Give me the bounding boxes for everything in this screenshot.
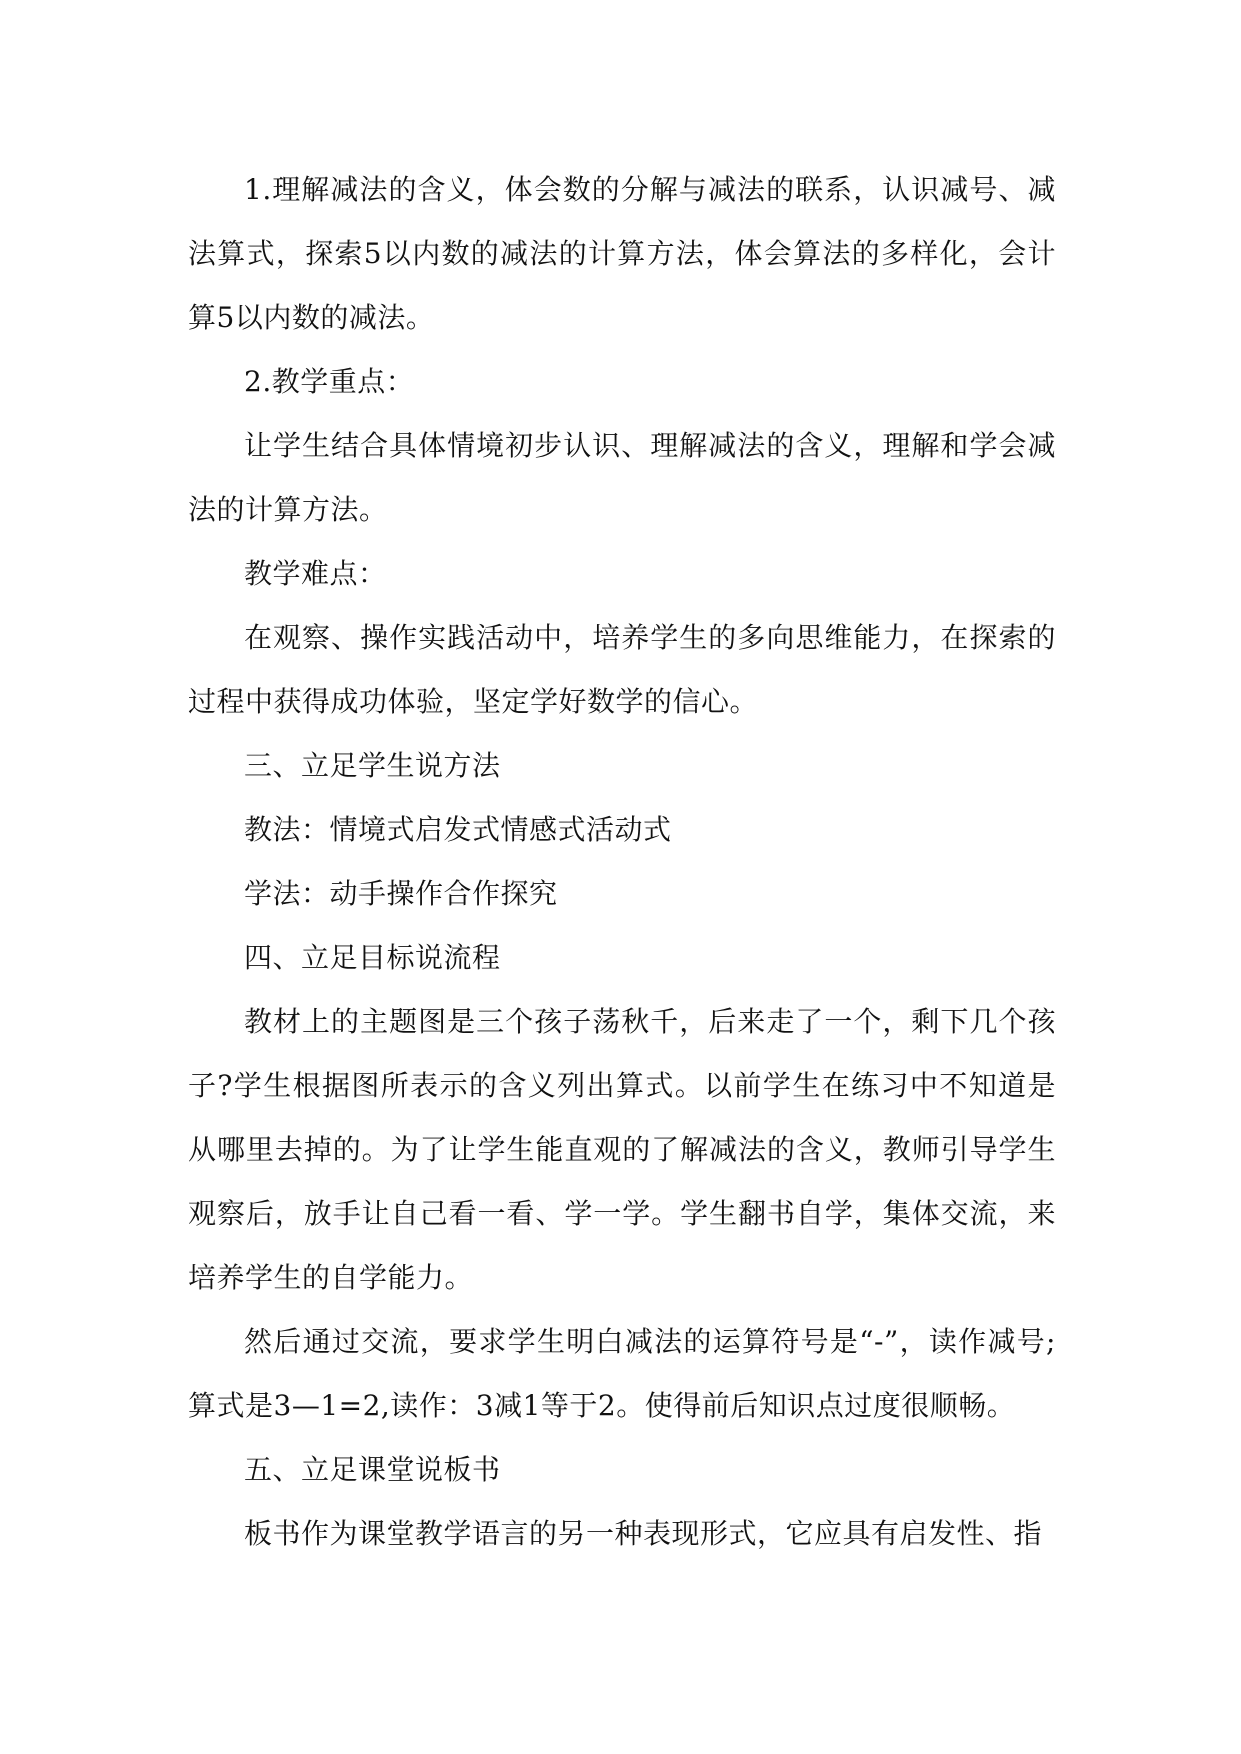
paragraph-teaching-difficulty: 在观察、操作实践活动中，培养学生的多向思维能力，在探索的过程中获得成功体验，坚定学好数学的信心。 (188, 621, 1056, 718)
paragraph-teaching-focus: 让学生结合具体情境初步认识、理解减法的含义，理解和学会减法的计算方法。 (188, 429, 1056, 526)
paragraph-objectives: 1.理解减法的含义，体会数的分解与减法的联系，认识减号、减法算式，探索5以内数的减法的计算方法，体会算法的多样化，会计算5以内数的减法。 (188, 173, 1056, 334)
paragraph-process-2: 然后通过交流，要求学生明白减法的运算符号是“-”，读作减号;算式是3—1=2,读作：3减1等于2。使得前后知识点过度很顺畅。 (188, 1325, 1056, 1422)
section-heading-process: 四、立足目标说流程 (244, 941, 501, 974)
heading-teaching-focus: 2.教学重点： (244, 365, 415, 398)
section-heading-methods: 三、立足学生说方法 (244, 749, 501, 782)
heading-teaching-difficulty: 教学难点： (244, 557, 387, 590)
section-heading-blackboard: 五、立足课堂说板书 (244, 1453, 501, 1486)
document-page (188, 158, 1056, 1566)
paragraph-blackboard: 板书作为课堂教学语言的另一种表现形式，它应具有启发性、指 (244, 1517, 1043, 1550)
paragraph-teaching-method: 教法：情境式启发式情感式活动式 (244, 813, 672, 846)
paragraph-learning-method: 学法：动手操作合作探究 (244, 877, 558, 910)
paragraph-process-1: 教材上的主题图是三个孩子荡秋千，后来走了一个，剩下几个孩子?学生根据图所表示的含义列出算式。以前学生在练习中不知道是从哪里去掉的。为了让学生能直观的了解减法的含义，教师引导学生观察后，放手让自己看一看、学一学。学生翻书自学，集体交流，来培养学生的自学能力。 (188, 1005, 1056, 1294)
